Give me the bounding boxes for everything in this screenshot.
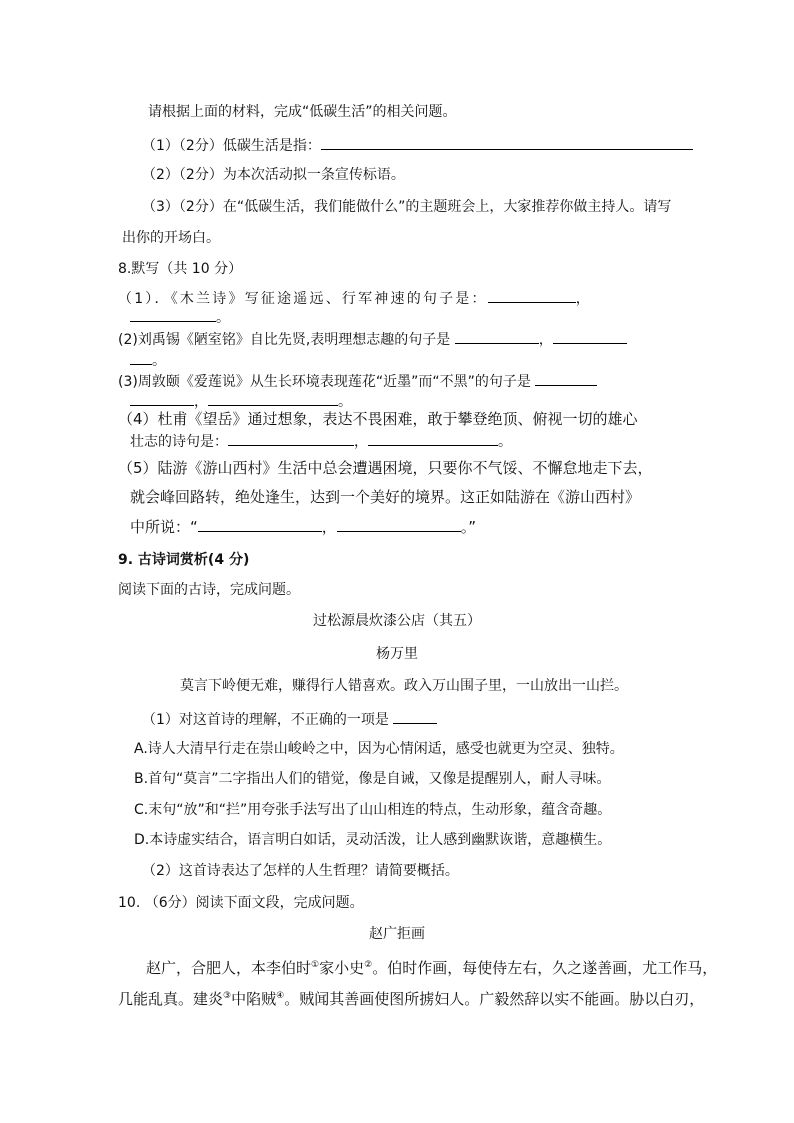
- answer-blank[interactable]: [488, 287, 576, 303]
- passage-text: 。伯时作画，每使侍左右，久之遂善画，尤工作马，: [372, 959, 718, 977]
- option-c: C.末句“放”和“拦”用夸张手法写出了山山相连的特点，生动形象，蕴含奇趣。: [134, 802, 612, 818]
- passage-text: 赵广，合肥人，本李伯时: [146, 959, 312, 977]
- q8-s5-line3: [130, 516, 476, 537]
- q8-s5-text: 中所说：“: [130, 518, 198, 536]
- q7-item-3-line2: 出你的开场白。: [122, 230, 220, 246]
- q7-item-1: [142, 134, 693, 156]
- comma: ，: [321, 518, 337, 536]
- q9-heading: 9. 古诗词赏析(4 分): [118, 552, 250, 568]
- q8-s2-line2: [130, 349, 166, 371]
- q7-item-1-text: （1）（2分）低碳生活是指：: [142, 138, 321, 154]
- comma: ，: [538, 332, 553, 348]
- period: 。: [152, 353, 166, 369]
- option-d: D.本诗虚实结合，语言明白如话，灵动活泼，让人感到幽默诙谐，意趣横生。: [134, 832, 612, 848]
- poem-title: 过松源晨炊漆公店（其五）: [313, 613, 481, 629]
- q9-sub2: （2）这首诗表达了怎样的人生哲理？请简要概括。: [142, 863, 459, 879]
- answer-blank[interactable]: [130, 390, 194, 406]
- q8-s4-line1: （4）杜甫《望岳》通过想象，表达不畏困难，敢于攀登绝顶、俯视一切的雄心: [118, 410, 638, 428]
- answer-blank[interactable]: [130, 349, 152, 365]
- passage-text: 家小史: [319, 959, 365, 977]
- comma: ，: [575, 291, 592, 307]
- q8-s3-line1: [118, 370, 597, 392]
- footnote-marker: ②: [364, 960, 373, 970]
- passage-text: 。贼闻其善画使图所掳妇人。广毅然辞以实不能画。胁以白刃，: [284, 990, 705, 1008]
- answer-blank[interactable]: [553, 328, 627, 344]
- answer-blank[interactable]: [337, 516, 461, 532]
- passage-text: 几能乱真。建炎: [118, 990, 224, 1008]
- q8-s4-line2: [130, 430, 512, 452]
- comma: ，: [354, 434, 368, 450]
- answer-blank[interactable]: [393, 708, 437, 724]
- option-b: B.首句“莫言”二字指出人们的错觉，像是自诫，又像是提醒别人，耐人寻味。: [134, 771, 611, 787]
- period: 。: [498, 434, 512, 450]
- q9-sub1-text: （1）对这首诗的理解，不正确的一项是: [142, 712, 389, 728]
- footnote-marker: ①: [311, 960, 320, 970]
- poem-text: 莫言下岭便无难，赚得行人错喜欢。政入万山围子里，一山放出一山拦。: [180, 678, 628, 694]
- q8-heading: 8.默写（共 10 分）: [118, 261, 243, 277]
- q8-s5-line1: （5）陆游《游山西村》生活中总会遭遇困境，只要你不气馁、不懈怠地走下去，: [118, 459, 653, 477]
- q9-sub1: [142, 708, 437, 730]
- quote-end: 。”: [460, 518, 477, 536]
- answer-blank[interactable]: [228, 430, 354, 446]
- q9-instruction: 阅读下面的古诗，完成问题。: [118, 582, 300, 598]
- q10-heading: 10. （6分）阅读下面文段，完成问题。: [118, 895, 364, 911]
- answer-blank[interactable]: [130, 306, 216, 322]
- comma: ，: [194, 394, 208, 410]
- q8-s1-text: （1）．《木兰诗》写征途遥远、行军神速的句子是：: [118, 291, 488, 307]
- q8-s4-text: 壮志的诗句是：: [130, 434, 228, 450]
- q8-s5-line2: 就会峰回路转，绝处逢生，达到一个美好的境界。这正如陆游在《游山西村》: [130, 488, 641, 506]
- answer-blank[interactable]: [321, 134, 693, 150]
- passage-line-2: [118, 986, 704, 1009]
- passage-line-1: [146, 955, 717, 978]
- option-a: A.诗人大清早行走在崇山峻岭之中，因为心情闲适，感受也就更为空灵、独特。: [134, 741, 624, 757]
- q8-s3-text: (3)周敦颐《爱莲说》从生长环境表现莲花“近墨”而“不黑”的句子是: [118, 374, 531, 390]
- q7-item-3-line1: （3）（2分）在“低碳生活，我们能做什么”的主题班会上，大家推荐你做主持人。请写: [142, 199, 672, 215]
- answer-blank[interactable]: [208, 390, 338, 406]
- passage-title: 赵广拒画: [369, 926, 425, 942]
- answer-blank[interactable]: [535, 370, 597, 386]
- q8-s2-line1: [118, 328, 627, 350]
- footnote-marker: ④: [276, 991, 285, 1001]
- footnote-marker: ③: [223, 991, 232, 1001]
- answer-blank[interactable]: [368, 430, 498, 446]
- q8-s1-line2: [130, 306, 230, 328]
- period: 。: [216, 310, 230, 326]
- q7-item-2: （2）（2分）为本次活动拟一条宣传标语。: [142, 167, 405, 183]
- poet-name: 杨万里: [376, 646, 418, 662]
- answer-blank[interactable]: [455, 328, 539, 344]
- passage-text: 中陷贼: [231, 990, 277, 1008]
- q8-s2-text: (2)刘禹锡《陋室铭》自比先贤,表明理想志趣的句子是: [118, 332, 451, 348]
- answer-blank[interactable]: [198, 516, 322, 532]
- intro-text: 请根据上面的材料，完成“低碳生活”的相关问题。: [148, 104, 457, 120]
- period: 。: [338, 394, 352, 410]
